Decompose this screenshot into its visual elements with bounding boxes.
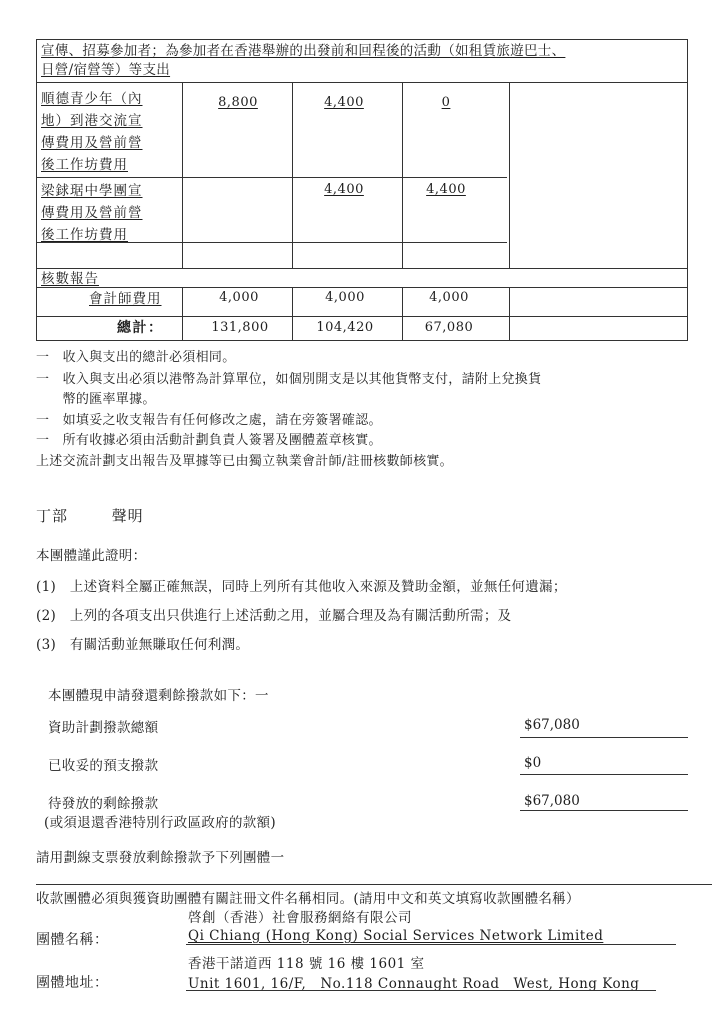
table-col-divider (292, 287, 293, 340)
table-rule (37, 82, 687, 83)
row2-col3-value: 4,400 (426, 182, 466, 197)
table-rule (37, 177, 507, 178)
audit-col1-value: 4,000 (219, 290, 259, 305)
table-rule (37, 287, 687, 288)
table-rule (37, 268, 687, 269)
table-col-divider (182, 287, 183, 340)
total-label: 總計： (117, 320, 164, 336)
note-line: 一 收入與支出的總計必須相同。 (36, 350, 236, 365)
row1-item-line: 傳費用及營前營 (41, 135, 143, 151)
total-col1-value: 131,800 (211, 320, 269, 335)
row1-item-line: 順德青少年（內 (41, 91, 143, 107)
row1-item-line: 地）到港交流宣 (41, 113, 143, 129)
note-line: 一 收入與支出必須以港幣為計算單位，如個別開支是以其他貨幣支付，請附上兌換貨 (36, 372, 542, 387)
section-publicity-header-cont: 日營/宿營等）等支出 (41, 62, 171, 78)
declaration-item: (2) 上列的各項支出只供進行上述活動之用，並屬合理及為有關活動所需；及 (36, 608, 512, 624)
note-line: 幣的匯率單據。 (36, 392, 156, 407)
table-col-divider (292, 82, 293, 268)
section-d-title: 聲明 (111, 507, 144, 525)
table-col-divider (402, 82, 403, 268)
table-col-divider (509, 82, 510, 268)
declaration-item: (3) 有關活動並無賺取任何利潤。 (36, 637, 250, 653)
table-col-divider (182, 82, 183, 268)
refund-total-value: $67,080 (524, 717, 580, 733)
refund-balance-label: 待發放的剩餘撥款 (48, 796, 159, 812)
refund-sub-note: (或須退還香港特別行政區政府的款額) (44, 815, 276, 831)
audit-item-label: 會計師費用 (89, 291, 162, 307)
cheque-note: 請用劃線支票發放剩餘撥款予下列團體一 (36, 850, 285, 866)
table-rule (37, 242, 507, 243)
section-audit-header: 核數報告 (41, 271, 99, 287)
row1-item-line: 後工作坊費用 (41, 157, 128, 173)
refund-intro: 本團體現申請發還剩餘撥款如下：一 (48, 688, 269, 704)
row1-col2-value: 4,400 (324, 95, 364, 110)
row2-col2-value: 4,400 (324, 182, 364, 197)
total-col3-value: 67,080 (424, 320, 474, 335)
table-col-divider (402, 287, 403, 340)
declaration-intro: 本團體謹此證明： (36, 548, 147, 564)
payee-address-en: Unit 1601, 16/F, No.118 Connaught Road West, Hong Kong (188, 976, 640, 992)
refund-total-line (520, 737, 688, 738)
refund-balance-line (520, 810, 688, 811)
payee-name-en: Qi Chiang (Hong Kong) Social Services Network Limited (188, 928, 604, 944)
audit-col3-value: 4,000 (429, 290, 469, 305)
row2-item-line: 梁銶琚中學團宣 (41, 183, 143, 199)
row1-col1-value: 8,800 (218, 95, 258, 110)
payee-separator (36, 884, 712, 885)
payee-name-label: 團體名稱： (36, 932, 109, 948)
row1-col3-value: 0 (441, 95, 451, 110)
note-line: 一 如填妥之收支報告有任何修改之處，請在旁簽署確認。 (36, 413, 382, 428)
row2-item-line: 後工作坊費用 (41, 227, 128, 243)
refund-total-label: 資助計劃撥款總額 (48, 720, 159, 736)
payee-address-label: 團體地址： (36, 975, 109, 991)
payee-notice: 收款團體必須與獲資助團體有關註冊文件名稱相同。(請用中文和英文填寫收款團體名稱） (36, 891, 580, 907)
expense-table (36, 39, 688, 341)
payee-address-zh: 香港干諾道西 118 號 16 樓 1601 室 (188, 956, 425, 972)
refund-balance-value: $67,080 (524, 793, 580, 809)
refund-advance-label: 已收妥的預支撥款 (48, 758, 159, 774)
audit-col2-value: 4,000 (325, 290, 365, 305)
table-col-divider (509, 287, 510, 340)
section-d-part: 丁部 (36, 507, 69, 525)
section-d-heading (36, 505, 144, 526)
declaration-item: (1) 上述資料全屬正確無誤，同時上列所有其他收入來源及贊助金額，並無任何遺漏； (36, 579, 567, 595)
payee-address-line (186, 990, 656, 991)
note-line: 一 所有收據必須由活動計劃負責人簽署及團體蓋章核實。 (36, 433, 382, 448)
payee-name-zh: 啓創（香港）社會服務網絡有限公司 (188, 910, 412, 926)
table-rule (37, 316, 687, 317)
section-publicity-header: 宣傳、招募參加者；為參加者在香港舉辦的出發前和回程後的活動（如租賃旅遊巴士、 (41, 43, 566, 59)
refund-advance-value: $0 (524, 755, 542, 771)
row2-item-line: 傳費用及營前營 (41, 205, 143, 221)
verification-note: 上述交流計劃支出報告及單據等已由獨立執業會計師/註冊核數師核實。 (36, 454, 453, 469)
payee-name-line (186, 944, 676, 945)
total-col2-value: 104,420 (316, 320, 374, 335)
refund-advance-line (520, 774, 688, 775)
